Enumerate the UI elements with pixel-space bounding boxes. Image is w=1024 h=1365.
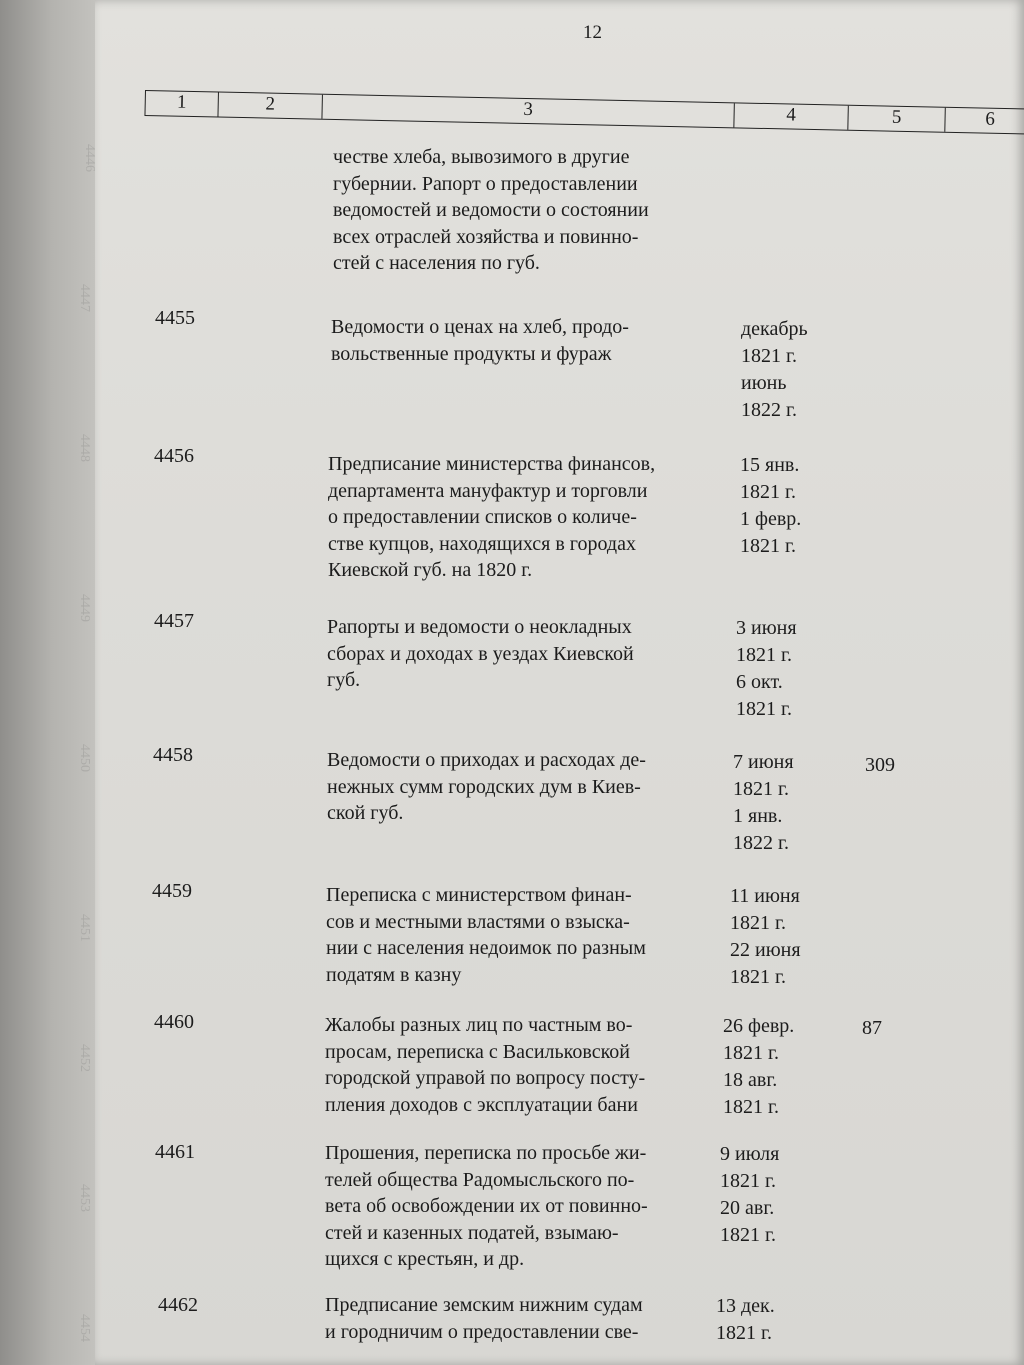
bleed-through-mark: 4447: [77, 284, 92, 312]
bleed-through-mark: 4454: [77, 1314, 92, 1342]
bleed-through-mark: 4452: [77, 1044, 92, 1072]
entry-number: 4460: [154, 1011, 194, 1033]
bleed-through-mark: 4449: [77, 594, 92, 622]
entry-description: Рапорты и ведомости о неокладных сборах и доходах в уездах Киевской губ.: [327, 616, 634, 692]
column-header-1: 1: [144, 91, 217, 117]
entry-number: 4455: [155, 307, 195, 329]
entry-description: Переписка с министерством финан- сов и местными властями о взыска- нии с населения недоимок по разным податям в казну: [326, 884, 646, 986]
bleed-through-mark: 4448: [77, 434, 92, 462]
entry-number: 4461: [155, 1141, 195, 1163]
column-header-4: 4: [733, 103, 847, 129]
entry-dates: 7 июня 1821 г. 1 янв. 1822 г.: [733, 751, 794, 854]
entry-description: Прошения, переписка по просьбе жи- телей общества Радомысльского по- вета об освобождении их от повинно- стей и казенных податей, взымаю- щихся с крестьян, и др.: [325, 1142, 648, 1271]
column-header-5: 5: [847, 106, 944, 132]
entry-number: 4456: [154, 445, 194, 467]
entry-dates: 26 февр. 1821 г. 18 авг. 1821 г.: [723, 1015, 795, 1118]
entry-description: Предписание земским нижним судам и городничим о предоставлении све-: [325, 1294, 643, 1343]
entry-dates: 11 июня 1821 г. 22 июня 1821 г.: [730, 885, 801, 988]
entry-dates: 9 июля 1821 г. 20 авг. 1821 г.: [720, 1143, 780, 1246]
entry-col5-value: 87: [862, 1017, 882, 1039]
entry-col5-value: 309: [865, 754, 895, 776]
bleed-through-mark: 4446: [82, 144, 97, 172]
entry-description: Ведомости о приходах и расходах де- нежных сумм городских дум в Киев- ской губ.: [327, 749, 646, 825]
book-binding-shadow: [0, 0, 95, 1365]
entry-dates: декабрь 1821 г. июнь 1822 г.: [741, 318, 808, 421]
column-header-2: 2: [217, 93, 321, 119]
entry-description: Ведомости о ценах на хлеб, продо- вольственные продукты и фураж: [331, 316, 629, 365]
page-number: 12: [583, 22, 602, 43]
bleed-through-mark: 4451: [77, 914, 92, 942]
entry-dates: 13 дек. 1821 г.: [716, 1295, 775, 1344]
bleed-through-mark: 4450: [77, 744, 92, 772]
entry-description: Жалобы разных лиц по частным во- просам, переписка с Васильковской городской управой по вопросу посту- пления доходов с эксплуатации бани: [325, 1014, 646, 1116]
entry-dates: 3 июня 1821 г. 6 окт. 1821 г.: [736, 617, 797, 720]
entry-number: 4457: [154, 610, 194, 632]
bleed-through-mark: 4453: [77, 1184, 92, 1212]
entry-number: 4458: [153, 744, 193, 766]
entry-dates: 15 янв. 1821 г. 1 февр. 1821 г.: [740, 454, 802, 557]
column-header-6: 6: [944, 108, 1024, 134]
entry-number: 4459: [152, 880, 192, 902]
entry-description: Предписание министерства финансов, департамента мануфактур и торговли о предоставлении списков о количе- стве купцов, находящихся в городах Киевской губ. на 1820 г.: [328, 453, 656, 582]
entry-number: 4462: [158, 1294, 198, 1316]
continuation-text: честве хлеба, вывозимого в другие губернии. Рапорт о предоставлении ведомостей и ведомости о состоянии всех отраслей хозяйства и повинно- стей с населения по губ.: [333, 146, 649, 275]
column-header-3: 3: [321, 95, 733, 128]
